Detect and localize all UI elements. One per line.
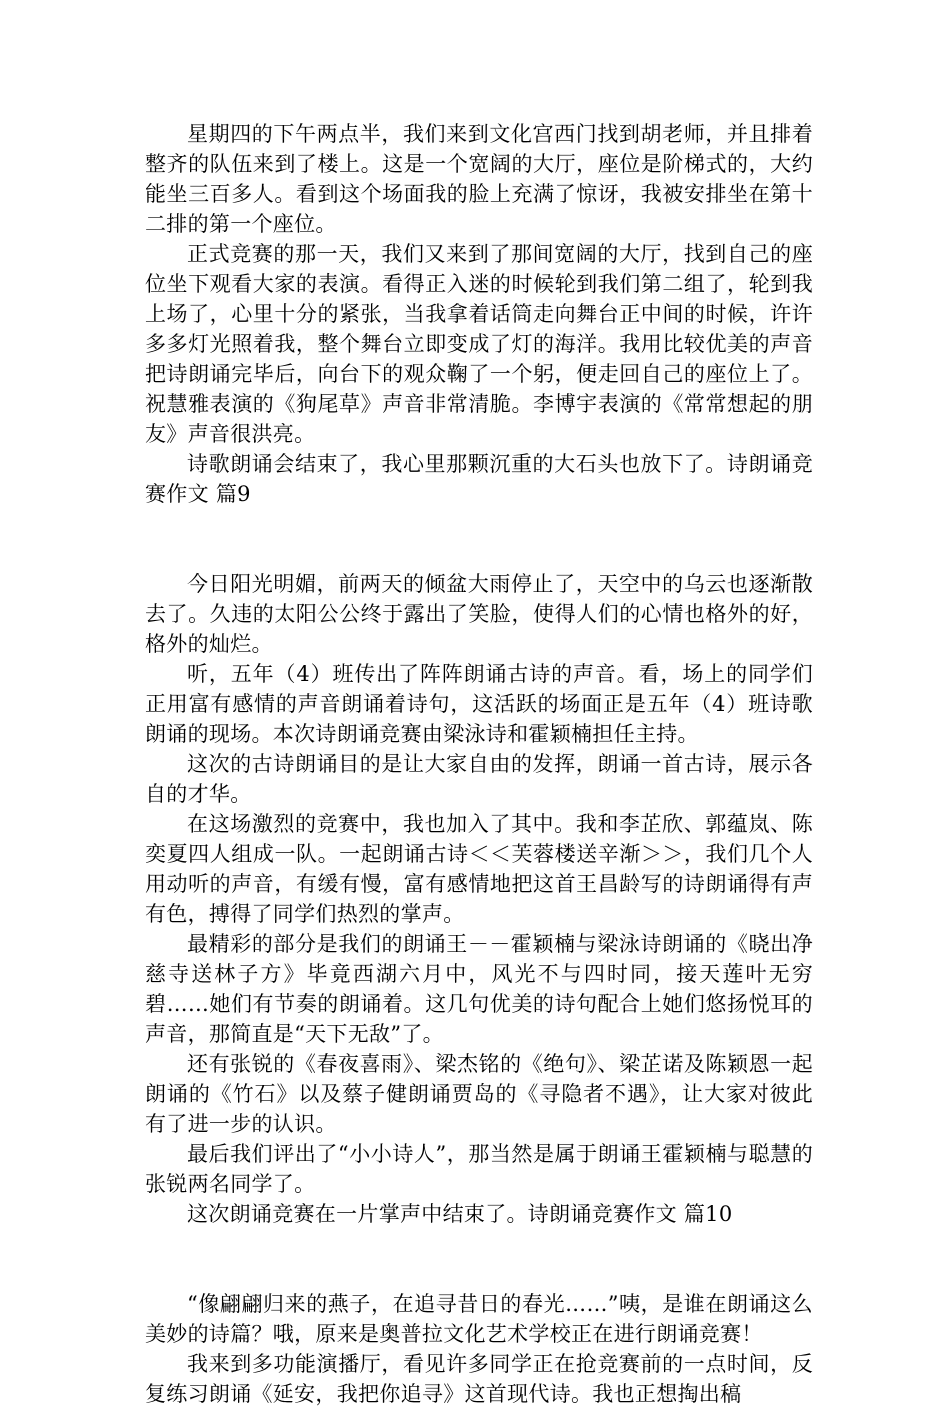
paragraph: 还有张锐的《春夜喜雨》、梁杰铭的《绝句》、梁芷诺及陈颖恩一起朗诵的《竹石》以及蔡子健朗诵贾岛的《寻隐者不遇》，让大家对彼此有了进一步的认识。	[145, 1052, 813, 1136]
paragraph: 这次朗诵竞赛在一片掌声中结束了。诗朗诵竞赛作文 篇10	[187, 1202, 733, 1226]
paragraph: “像翩翩归来的燕子，在追寻昔日的春光……”咦，是谁在朗诵这么美妙的诗篇？哦，原来是奥普拉文化艺术学校正在进行朗诵竞赛！	[145, 1292, 813, 1346]
section-a	[145, 119, 813, 509]
paragraph: 今日阳光明媚，前两天的倾盆大雨停止了，天空中的乌云也逐渐散去了。久违的太阳公公终于露出了笑脸，使得人们的心情也格外的好，格外的灿烂。	[145, 572, 813, 656]
section-gap	[145, 1229, 813, 1289]
paragraph: 我来到多功能演播厅，看见许多同学正在抢竞赛前的一点时间，反复练习朗诵《延安，我把你追寻》这首现代诗。我也正想掏出稿	[145, 1352, 813, 1406]
paragraph: 正式竞赛的那一天，我们又来到了那间宽阔的大厅，找到自己的座位坐下观看大家的表演。看得正入迷的时候轮到我们第二组了，轮到我上场了，心里十分的紧张，当我拿着话筒走向舞台正中间的时候，许许多多灯光照着我，整个舞台立即变成了灯的海洋。我用比较优美的声音把诗朗诵完毕后，向台下的观众鞠了一个躬，便走回自己的座位上了。祝慧雅表演的《狗尾草》声音非常清脆。李博宇表演的《常常想起的朋友》声音很洪亮。	[145, 242, 813, 446]
paragraph: 在这场激烈的竞赛中，我也加入了其中。我和李芷欣、郭蕴岚、陈奕夏四人组成一队。一起朗诵古诗＜＜芙蓉楼送辛渐＞＞，我们几个人用动听的声音，有缓有慢，富有感情地把这首王昌龄写的诗朗诵得有声有色，搏得了同学们热烈的掌声。	[145, 812, 813, 926]
section-b	[145, 569, 813, 1229]
paragraph: 最精彩的部分是我们的朗诵王－－霍颖楠与梁泳诗朗诵的《晓出净慈寺送林子方》毕竟西湖六月中，风光不与四时同，接天莲叶无穷碧……她们有节奏的朗诵着。这几句优美的诗句配合上她们悠扬悦耳的声音，那简直是“天下无敌”了。	[145, 932, 813, 1046]
document-page	[145, 119, 813, 1409]
paragraph: 星期四的下午两点半，我们来到文化宫西门找到胡老师，并且排着整齐的队伍来到了楼上。这是一个宽阔的大厅，座位是阶梯式的，大约能坐三百多人。看到这个场面我的脸上充满了惊讶，我被安排坐在第十二排的第一个座位。	[145, 122, 813, 236]
paragraph: 最后我们评出了“小小诗人”，那当然是属于朗诵王霍颖楠与聪慧的张锐两名同学了。	[145, 1142, 813, 1196]
paragraph: 这次的古诗朗诵目的是让大家自由的发挥，朗诵一首古诗，展示各自的才华。	[145, 752, 813, 806]
paragraph: 诗歌朗诵会结束了，我心里那颗沉重的大石头也放下了。诗朗诵竞赛作文 篇9	[145, 452, 813, 506]
section-gap	[145, 509, 813, 569]
paragraph: 听，五年（4）班传出了阵阵朗诵古诗的声音。看，场上的同学们正用富有感情的声音朗诵着诗句，这活跃的场面正是五年（4）班诗歌朗诵的现场。本次诗朗诵竞赛由梁泳诗和霍颖楠担任主持。	[145, 662, 813, 746]
section-c	[145, 1289, 813, 1409]
